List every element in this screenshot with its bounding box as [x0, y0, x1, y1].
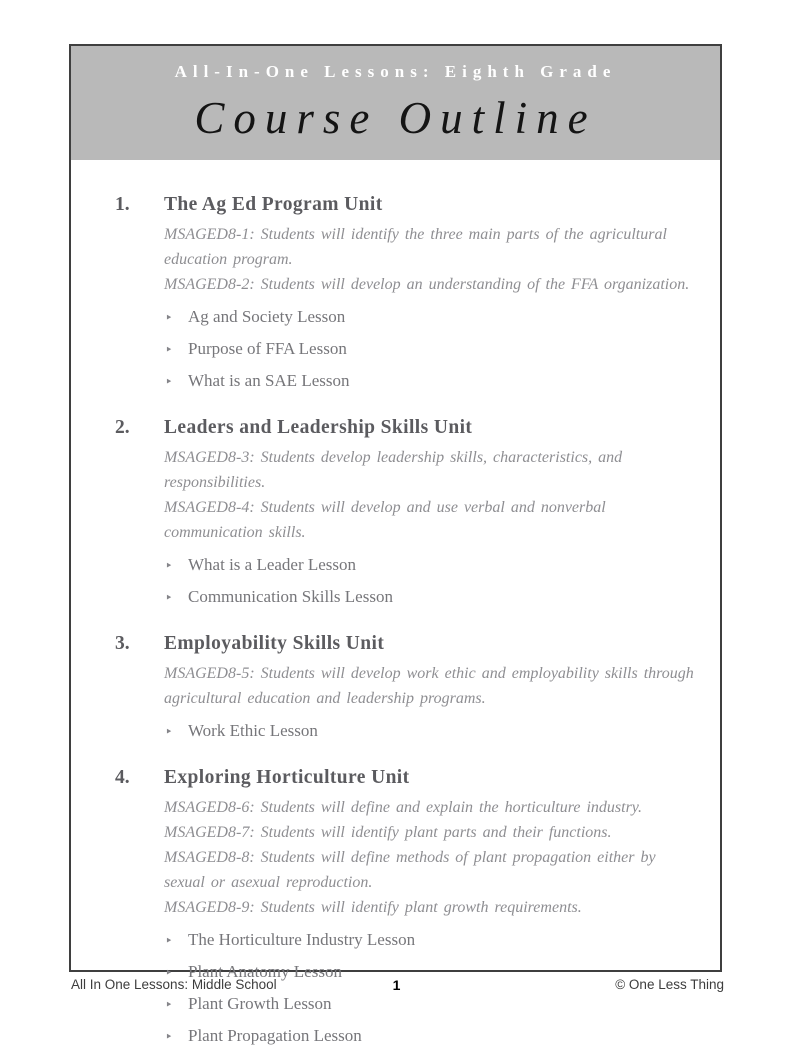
- course-outline-content: [71, 160, 720, 1048]
- unit-body: [164, 766, 696, 1048]
- footer-page-number: 1: [392, 977, 401, 993]
- lesson-list: [164, 553, 696, 609]
- unit-title: Leaders and Leadership Skills Unit: [164, 417, 473, 438]
- lesson-item: [164, 305, 696, 329]
- standard-text: MSAGED8-3: Students develop leadership skills, characteristics, and responsibilities.: [164, 449, 623, 491]
- lesson-label: Plant Propagation Lesson: [188, 1026, 362, 1045]
- unit-section-1: [115, 193, 696, 393]
- lesson-list: [164, 305, 696, 393]
- unit-section-4: [115, 766, 696, 1048]
- lesson-label: Plant Growth Lesson: [188, 994, 332, 1013]
- unit-section-2: [115, 416, 696, 609]
- lesson-label: What is a Leader Lesson: [188, 555, 357, 574]
- lesson-list: [164, 719, 696, 743]
- lesson-label: Plant Anatomy Lesson: [188, 962, 342, 981]
- lesson-item: [164, 585, 696, 609]
- triangular-bullet-icon: ‣: [165, 310, 173, 325]
- standard-text: MSAGED8-8: Students will define methods of plant propagation either by sexual or asexual reproduction.: [164, 849, 656, 891]
- unit-number: 3.: [115, 633, 130, 654]
- lesson-item: [164, 928, 696, 952]
- triangular-bullet-icon: ‣: [165, 590, 173, 605]
- page-footer: [69, 977, 724, 995]
- triangular-bullet-icon: ‣: [165, 1029, 173, 1044]
- triangular-bullet-icon: ‣: [165, 997, 173, 1012]
- standard-text: MSAGED8-7: Students will identify plant parts and their functions.: [164, 824, 612, 841]
- lesson-item: [164, 553, 696, 577]
- lesson-label: Ag and Society Lesson: [188, 307, 346, 326]
- triangular-bullet-icon: ‣: [165, 933, 173, 948]
- lesson-label: Work Ethic Lesson: [188, 721, 318, 740]
- lesson-label: Communication Skills Lesson: [188, 587, 393, 606]
- series-title: All-In-One Lessons: Eighth Grade: [174, 62, 617, 81]
- standard-text: MSAGED8-2: Students will develop an understanding of the FFA organization.: [164, 276, 690, 293]
- unit-body: [164, 193, 696, 393]
- unit-title: The Ag Ed Program Unit: [164, 194, 383, 215]
- footer-copyright-text: © One Less Thing: [615, 977, 724, 992]
- standard-text: MSAGED8-1: Students will identify the three main parts of the agricultural education program.: [164, 226, 667, 268]
- unit-body: [164, 632, 696, 743]
- unit-number: 2.: [115, 417, 130, 438]
- unit-title: Employability Skills Unit: [164, 633, 385, 654]
- unit-section-3: [115, 632, 696, 743]
- triangular-bullet-icon: ‣: [165, 374, 173, 389]
- lesson-item: [164, 369, 696, 393]
- unit-number: 4.: [115, 767, 130, 788]
- lesson-item: [164, 337, 696, 361]
- lesson-label: Purpose of FFA Lesson: [188, 339, 347, 358]
- header-band: [71, 46, 720, 160]
- standard-text: MSAGED8-4: Students will develop and use verbal and nonverbal communication skills.: [164, 499, 606, 541]
- lesson-item: [164, 1024, 696, 1048]
- lesson-label: What is an SAE Lesson: [188, 371, 350, 390]
- triangular-bullet-icon: ‣: [165, 724, 173, 739]
- standard-text: MSAGED8-5: Students will develop work ethic and employability skills through agricultural education and leadership programs.: [164, 665, 694, 707]
- footer-left-text: All In One Lessons: Middle School: [71, 977, 277, 992]
- standard-text: MSAGED8-9: Students will identify plant growth requirements.: [164, 899, 582, 916]
- page-title: Course Outline: [194, 93, 597, 143]
- unit-body: [164, 416, 696, 609]
- standard-text: MSAGED8-6: Students will define and explain the horticulture industry.: [164, 799, 643, 816]
- triangular-bullet-icon: ‣: [165, 558, 173, 573]
- triangular-bullet-icon: ‣: [165, 342, 173, 357]
- triangular-bullet-icon: ‣: [165, 965, 173, 980]
- lesson-item: [164, 719, 696, 743]
- lesson-label: The Horticulture Industry Lesson: [188, 930, 416, 949]
- unit-number: 1.: [115, 194, 130, 215]
- unit-title: Exploring Horticulture Unit: [164, 767, 410, 788]
- lesson-item: [164, 992, 696, 1016]
